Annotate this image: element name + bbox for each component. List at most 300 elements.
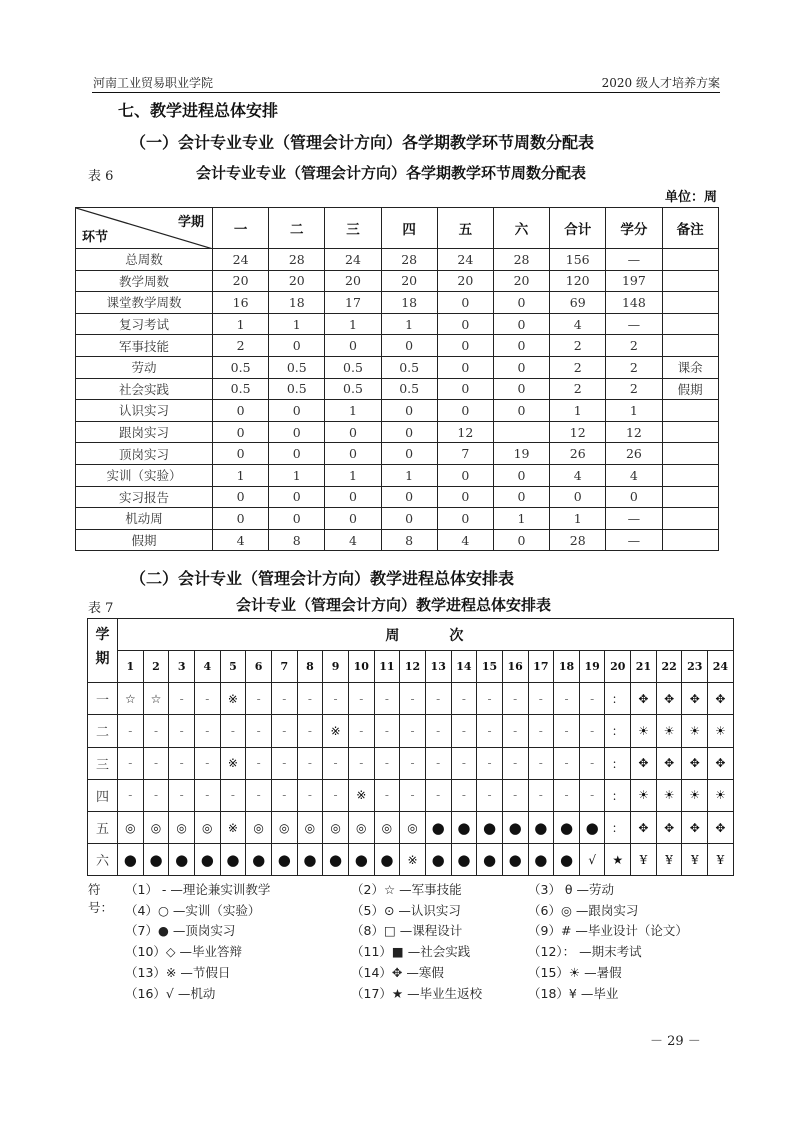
schedule-symbol-cell: - <box>169 683 195 715</box>
header-plan-title: 2020 级人才培养方案 <box>601 76 720 90</box>
legend-label: 符号： <box>88 882 114 915</box>
schedule-symbol-cell: ◎ <box>194 811 220 843</box>
legend-item: （14）✥ —寒假 <box>351 964 444 980</box>
schedule-symbol-cell: - <box>451 683 477 715</box>
schedule-symbol-cell: - <box>220 715 246 747</box>
table6-row-label: 总周数 <box>76 249 213 271</box>
table6-cell: 28 <box>493 249 549 271</box>
schedule-symbol-cell: ： <box>605 715 631 747</box>
schedule-symbol-cell: ✥ <box>682 811 708 843</box>
schedule-symbol-cell: - <box>451 779 477 811</box>
table6-cell: 0 <box>550 486 606 508</box>
table6-title: 会计专业专业（管理会计方向）各学期教学环节周数分配表 <box>196 164 587 182</box>
table6-cell: 0 <box>437 400 493 422</box>
table7-number: 表 7 <box>88 601 114 616</box>
schedule-symbol-cell: - <box>477 683 503 715</box>
schedule-symbol-cell: ● <box>451 844 477 876</box>
schedule-symbol-cell: ☀ <box>708 779 734 811</box>
schedule-symbol-cell: ※ <box>220 683 246 715</box>
week-number-cell: 11 <box>374 651 400 683</box>
schedule-symbol-cell: - <box>502 779 528 811</box>
schedule-row <box>88 779 734 811</box>
page-number: － 29 － <box>650 1034 701 1049</box>
table6-cell: 0.5 <box>269 356 325 378</box>
table6-cell: 26 <box>550 443 606 465</box>
schedule-symbol-cell: ● <box>118 844 144 876</box>
schedule-symbol-cell: - <box>323 683 349 715</box>
table6-row-label: 跟岗实习 <box>76 421 213 443</box>
table6-row-label: 假期 <box>76 529 213 551</box>
legend-item: （3） θ —劳动 <box>528 882 615 897</box>
schedule-symbol-cell: ● <box>297 844 323 876</box>
schedule-symbol-cell: - <box>528 747 554 779</box>
table6-cell: 0 <box>269 400 325 422</box>
header-divider <box>92 92 720 93</box>
schedule-symbol-cell: - <box>297 779 323 811</box>
table6-cell: 0 <box>437 292 493 314</box>
schedule-symbol-cell: ● <box>502 844 528 876</box>
table6-cell: 0 <box>493 313 549 335</box>
schedule-symbol-cell: ※ <box>400 844 426 876</box>
schedule-symbol-cell: - <box>246 683 272 715</box>
table6-col-header: 六 <box>493 208 549 249</box>
schedule-symbol-cell: - <box>194 747 220 779</box>
table6-row <box>76 313 719 335</box>
schedule-symbol-cell: - <box>579 747 605 779</box>
legend-item: （4）○ —实训（实验） <box>125 902 261 918</box>
table6-cell: 17 <box>325 292 381 314</box>
table6-cell: 2 <box>550 335 606 357</box>
schedule-symbol-cell: ● <box>374 844 400 876</box>
schedule-symbol-cell: - <box>169 779 195 811</box>
table6-cell: 18 <box>269 292 325 314</box>
table6-row <box>76 486 719 508</box>
table6-cell: 197 <box>606 270 662 292</box>
legend-item: （15）☀ —暑假 <box>528 964 622 980</box>
table6-cell: 20 <box>269 270 325 292</box>
semester-label: 一 <box>88 683 118 715</box>
legend-item: （2）☆ —军事技能 <box>351 882 462 897</box>
table6-cell: 16 <box>213 292 269 314</box>
table6-cell: 0.5 <box>213 378 269 400</box>
schedule-symbol-cell: ☆ <box>118 683 144 715</box>
schedule-symbol-cell: ● <box>579 811 605 843</box>
table6-row <box>76 378 719 400</box>
schedule-symbol-cell: ✥ <box>631 683 657 715</box>
schedule-symbol-cell: ※ <box>220 747 246 779</box>
week-number-cell: 21 <box>631 651 657 683</box>
schedule-symbol-cell: ● <box>169 844 195 876</box>
schedule-symbol-cell: - <box>348 715 374 747</box>
table6-cell: 69 <box>550 292 606 314</box>
schedule-symbol-cell: ： <box>605 779 631 811</box>
schedule-symbol-cell: ● <box>528 844 554 876</box>
table6-cell <box>662 400 718 422</box>
week-header-char-2: 次 <box>449 627 466 644</box>
table6-row-label: 认识实习 <box>76 400 213 422</box>
table6-row-label: 复习考试 <box>76 313 213 335</box>
table6-cell: — <box>606 249 662 271</box>
table6-cell: 4 <box>550 313 606 335</box>
schedule-symbol-cell: ◎ <box>118 811 144 843</box>
table6-cell <box>662 529 718 551</box>
schedule-symbol-cell: - <box>143 779 169 811</box>
table6-cell <box>662 313 718 335</box>
table6-cell: 1 <box>269 313 325 335</box>
week-number-cell: 15 <box>477 651 503 683</box>
week-number-cell: 5 <box>220 651 246 683</box>
table6-cell: 20 <box>325 270 381 292</box>
schedule-symbol-cell: ✥ <box>656 683 682 715</box>
table6-cell: 8 <box>381 529 437 551</box>
schedule-symbol-cell: ¥ <box>631 844 657 876</box>
schedule-symbol-cell: ◎ <box>246 811 272 843</box>
table6-cell: 0 <box>493 356 549 378</box>
schedule-row <box>88 715 734 747</box>
legend-item: （17）★ —毕业生返校 <box>351 985 483 1001</box>
table6-cell <box>662 249 718 271</box>
schedule-symbol-cell: - <box>169 747 195 779</box>
schedule-symbol-cell: - <box>271 715 297 747</box>
table7-header-row-weeks <box>88 651 734 683</box>
table6-cell: 7 <box>437 443 493 465</box>
table6-row-label: 实训（实验） <box>76 464 213 486</box>
table6-row <box>76 464 719 486</box>
table6-cell: 4 <box>325 529 381 551</box>
table7-header-row-1 <box>88 619 734 651</box>
schedule-symbol-cell: ※ <box>220 811 246 843</box>
legend-item: （6）◎ —跟岗实习 <box>528 902 639 918</box>
week-number-cell: 16 <box>502 651 528 683</box>
table6-cell <box>662 464 718 486</box>
schedule-symbol-cell: - <box>297 683 323 715</box>
semester-header-cell <box>88 619 118 683</box>
schedule-row <box>88 747 734 779</box>
schedule-symbol-cell: - <box>579 683 605 715</box>
schedule-symbol-cell: - <box>528 715 554 747</box>
schedule-symbol-cell: ● <box>425 844 451 876</box>
schedule-symbol-cell: ✥ <box>708 747 734 779</box>
table6-row <box>76 508 719 530</box>
table6-cell: 课余 <box>662 356 718 378</box>
schedule-symbol-cell: - <box>220 779 246 811</box>
table6-row-label: 机动周 <box>76 508 213 530</box>
schedule-symbol-cell: - <box>297 747 323 779</box>
table6-cell: 0 <box>381 400 437 422</box>
table6-cell: 0 <box>269 508 325 530</box>
schedule-symbol-cell: ◎ <box>323 811 349 843</box>
table6-row <box>76 292 719 314</box>
schedule-symbol-cell: ☀ <box>631 715 657 747</box>
schedule-symbol-cell: ¥ <box>682 844 708 876</box>
schedule-symbol-cell: - <box>554 715 580 747</box>
schedule-symbol-cell: - <box>425 779 451 811</box>
schedule-symbol-cell: - <box>400 683 426 715</box>
week-number-cell: 24 <box>708 651 734 683</box>
table6-row-label: 劳动 <box>76 356 213 378</box>
legend-item: （11）■ —社会实践 <box>351 944 471 960</box>
schedule-symbol-cell: ● <box>425 811 451 843</box>
table6-cell: 28 <box>550 529 606 551</box>
schedule-symbol-cell: ◎ <box>297 811 323 843</box>
schedule-symbol-cell: ¥ <box>656 844 682 876</box>
table7-title: 会计专业（管理会计方向）教学进程总体安排表 <box>236 596 552 614</box>
table6-cell: 假期 <box>662 378 718 400</box>
schedule-symbol-cell: ● <box>348 844 374 876</box>
semester-label: 四 <box>88 779 118 811</box>
table6-cell: 0.5 <box>325 356 381 378</box>
schedule-symbol-cell: - <box>194 779 220 811</box>
table6-cell: 1 <box>213 313 269 335</box>
table6-cell: 0 <box>381 508 437 530</box>
schedule-symbol-cell: ● <box>554 811 580 843</box>
table6-cell: 0.5 <box>381 378 437 400</box>
schedule-symbol-cell: ◎ <box>169 811 195 843</box>
table6-cell: 1 <box>493 508 549 530</box>
schedule-row <box>88 811 734 843</box>
week-header-cell <box>118 619 734 651</box>
schedule-symbol-cell: ： <box>605 811 631 843</box>
schedule-symbol-cell: ● <box>477 811 503 843</box>
schedule-symbol-cell: - <box>554 683 580 715</box>
table6-cell: 0 <box>437 508 493 530</box>
table6-cell: 4 <box>550 464 606 486</box>
table6-cell: 4 <box>606 464 662 486</box>
table6-cell: 0 <box>437 356 493 378</box>
table6-row <box>76 270 719 292</box>
schedule-symbol-cell: - <box>271 683 297 715</box>
subsection-heading-2: （二）会计专业（管理会计方向）教学进程总体安排表 <box>130 569 515 588</box>
schedule-symbol-cell: - <box>554 747 580 779</box>
schedule-symbol-cell: ● <box>246 844 272 876</box>
table6-cell: 28 <box>269 249 325 271</box>
schedule-symbol-cell: ✥ <box>656 811 682 843</box>
schedule-symbol-cell: - <box>297 715 323 747</box>
schedule-symbol-cell: - <box>554 779 580 811</box>
week-number-cell: 20 <box>605 651 631 683</box>
schedule-symbol-cell: - <box>143 747 169 779</box>
table6-cell: 20 <box>213 270 269 292</box>
schedule-row <box>88 844 734 876</box>
table6-row <box>76 249 719 271</box>
schedule-symbol-cell: - <box>374 715 400 747</box>
legend-item: （8）□ —课程设计 <box>351 923 463 939</box>
table6-cell: 0 <box>493 400 549 422</box>
schedule-symbol-cell: ✥ <box>656 747 682 779</box>
schedule-symbol-cell: - <box>425 715 451 747</box>
table6-cell: 1 <box>381 313 437 335</box>
schedule-symbol-cell: ◎ <box>348 811 374 843</box>
table6-cell: 1 <box>325 400 381 422</box>
schedule-symbol-cell: ◎ <box>143 811 169 843</box>
schedule-symbol-cell: - <box>194 683 220 715</box>
table6-cell: 1 <box>550 400 606 422</box>
table6-cell: 0 <box>493 378 549 400</box>
table6-cell: 8 <box>269 529 325 551</box>
table6-cell: 1 <box>550 508 606 530</box>
schedule-symbol-cell: ☀ <box>631 779 657 811</box>
table6-cell: 0 <box>325 508 381 530</box>
table6-col-header: 二 <box>269 208 325 249</box>
schedule-symbol-cell: ： <box>605 747 631 779</box>
schedule-symbol-cell: - <box>118 715 144 747</box>
table6-cell: 0 <box>325 443 381 465</box>
corner-label-semester: 学期 <box>177 215 204 230</box>
table6-row <box>76 529 719 551</box>
table6-cell: 12 <box>550 421 606 443</box>
table6-cell: 156 <box>550 249 606 271</box>
week-number-cell: 14 <box>451 651 477 683</box>
schedule-symbol-cell: - <box>118 779 144 811</box>
schedule-symbol-cell: - <box>425 747 451 779</box>
legend-item: （12）： —期末考试 <box>528 944 642 960</box>
schedule-symbol-cell: ◎ <box>374 811 400 843</box>
week-number-cell: 8 <box>297 651 323 683</box>
schedule-symbol-cell: - <box>246 747 272 779</box>
legend-item: （5）⊙ —认识实习 <box>351 902 461 918</box>
semester-header-char-1: 学 <box>95 627 110 643</box>
schedule-symbol-cell: ※ <box>323 715 349 747</box>
schedule-symbol-cell: - <box>477 779 503 811</box>
schedule-symbol-cell: - <box>194 715 220 747</box>
schedule-symbol-cell: - <box>323 747 349 779</box>
schedule-symbol-cell: ● <box>477 844 503 876</box>
table6-cell: 2 <box>550 378 606 400</box>
table6-cell: 4 <box>437 529 493 551</box>
teaching-schedule-table <box>87 618 734 876</box>
semester-label: 三 <box>88 747 118 779</box>
table6-cell: 12 <box>606 421 662 443</box>
table6-cell <box>662 486 718 508</box>
table6-row-label: 教学周数 <box>76 270 213 292</box>
week-number-cell: 2 <box>143 651 169 683</box>
table6-cell: 24 <box>325 249 381 271</box>
legend-item: （7）● —顶岗实习 <box>125 923 236 939</box>
schedule-symbol-cell: - <box>374 683 400 715</box>
table6-cell: 0 <box>493 292 549 314</box>
table6-cell: 0 <box>325 335 381 357</box>
table6-row-label: 社会实践 <box>76 378 213 400</box>
table6-cell: — <box>606 313 662 335</box>
schedule-symbol-cell: - <box>143 715 169 747</box>
week-number-cell: 17 <box>528 651 554 683</box>
schedule-symbol-cell: - <box>271 779 297 811</box>
schedule-symbol-cell: - <box>528 683 554 715</box>
schedule-symbol-cell: ● <box>502 811 528 843</box>
table6-cell: 0 <box>325 486 381 508</box>
schedule-symbol-cell: ✥ <box>682 747 708 779</box>
schedule-symbol-cell: - <box>348 683 374 715</box>
table6-cell: 0.5 <box>381 356 437 378</box>
table6-col-header: 四 <box>381 208 437 249</box>
table6-cell: 1 <box>325 464 381 486</box>
schedule-symbol-cell: - <box>400 747 426 779</box>
table6-unit: 单位：周 <box>664 190 717 205</box>
schedule-symbol-cell: ¥ <box>708 844 734 876</box>
table6-cell <box>662 292 718 314</box>
table6-cell: 1 <box>213 464 269 486</box>
table6-cell: 4 <box>213 529 269 551</box>
schedule-symbol-cell: - <box>502 683 528 715</box>
schedule-symbol-cell: - <box>348 747 374 779</box>
legend-item: （1） - —理论兼实训教学 <box>125 882 271 897</box>
table6-col-header: 学分 <box>606 208 662 249</box>
schedule-symbol-cell: ✥ <box>631 747 657 779</box>
table6-cell: 0 <box>213 486 269 508</box>
week-number-cell: 23 <box>682 651 708 683</box>
schedule-symbol-cell: - <box>400 715 426 747</box>
table6-cell: 0 <box>381 486 437 508</box>
schedule-symbol-cell: - <box>246 715 272 747</box>
semester-label: 五 <box>88 811 118 843</box>
table6-cell: 28 <box>381 249 437 271</box>
legend-item: （18）¥ —毕业 <box>528 985 619 1001</box>
table6-cell: 0 <box>269 486 325 508</box>
schedule-symbol-cell: ● <box>271 844 297 876</box>
table6-cell: 0.5 <box>269 378 325 400</box>
schedule-symbol-cell: - <box>425 683 451 715</box>
schedule-symbol-cell: ☆ <box>143 683 169 715</box>
schedule-symbol-cell: ✥ <box>631 811 657 843</box>
table6-col-header: 三 <box>325 208 381 249</box>
table6-cell: 2 <box>606 356 662 378</box>
table6-cell: 2 <box>550 356 606 378</box>
schedule-symbol-cell: - <box>374 779 400 811</box>
schedule-symbol-cell: ◎ <box>271 811 297 843</box>
table6-row <box>76 443 719 465</box>
schedule-symbol-cell: ◎ <box>400 811 426 843</box>
table6-cell: 0 <box>606 486 662 508</box>
schedule-symbol-cell: - <box>579 715 605 747</box>
schedule-symbol-cell: ☀ <box>708 715 734 747</box>
section-heading: 七、教学进程总体安排 <box>118 101 279 120</box>
table6-cell: 0 <box>269 335 325 357</box>
schedule-symbol-cell: - <box>400 779 426 811</box>
table6-cell <box>493 421 549 443</box>
schedule-symbol-cell: ✥ <box>708 811 734 843</box>
schedule-symbol-cell: - <box>451 747 477 779</box>
schedule-symbol-cell: - <box>477 747 503 779</box>
table6-row <box>76 335 719 357</box>
week-allocation-table <box>75 207 719 551</box>
table6-header-row <box>76 208 719 249</box>
table6-cell: 12 <box>437 421 493 443</box>
table6-cell: 0 <box>493 464 549 486</box>
schedule-symbol-cell: √ <box>579 844 605 876</box>
subsection-heading-1: （一）会计专业专业（管理会计方向）各学期教学环节周数分配表 <box>130 133 595 152</box>
week-number-cell: 7 <box>271 651 297 683</box>
table6-cell: 26 <box>606 443 662 465</box>
week-number-cell: 22 <box>656 651 682 683</box>
week-number-cell: 4 <box>194 651 220 683</box>
table6-row-label: 军事技能 <box>76 335 213 357</box>
table6-cell: 0 <box>437 378 493 400</box>
table6-cell: 20 <box>437 270 493 292</box>
table6-cell: 1 <box>325 313 381 335</box>
table6-row-label: 顶岗实习 <box>76 443 213 465</box>
schedule-symbol-cell: ● <box>554 844 580 876</box>
schedule-symbol-cell: - <box>169 715 195 747</box>
table6-cell: 120 <box>550 270 606 292</box>
table6-cell: 0 <box>381 443 437 465</box>
table6-row <box>76 421 719 443</box>
table6-number: 表 6 <box>88 169 114 184</box>
table6-cell: 0 <box>269 421 325 443</box>
table6-cell: 0 <box>213 400 269 422</box>
schedule-symbol-cell: ● <box>323 844 349 876</box>
schedule-symbol-cell: ● <box>194 844 220 876</box>
table6-cell: 19 <box>493 443 549 465</box>
